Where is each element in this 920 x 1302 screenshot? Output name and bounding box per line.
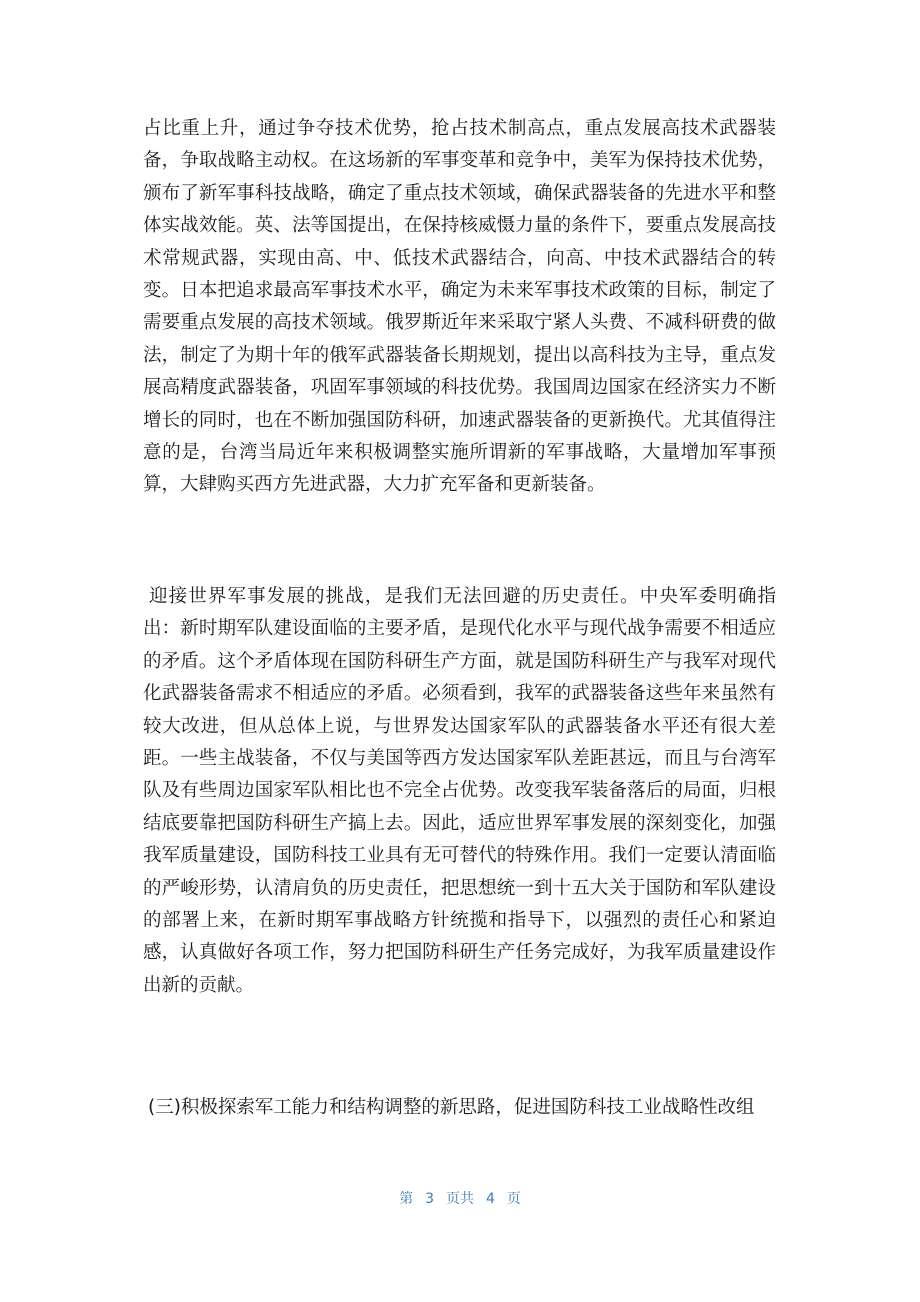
- body-paragraph-1: 占比重上升，通过争夺技术优势，抢占技术制高点，重点发展高技术武器装备，争取战略主动权。在这场新的军事变革和竞争中，美军为保持技术优势，颁布了新军事科技战略，确定了重点技术领域，确保武器装备的先进水平和整体实战效能。英、法等国提出，在保持核威慑力量的条件下，要重点发展高技术常规武器，实现由高、中、低技术武器结合，向高、中技术武器结合的转变。日本把追求最高军事技术水平，确定为未来军事技术政策的目标，制定了需要重点发展的高技术领域。俄罗斯近年来采取宁紧人头费、不减科研费的做法，制定了为期十年的俄军武器装备长期规划，提出以高科技为主导，重点发展高精度武器装备，巩固军事领域的科技优势。我国周边国家在经济实力不断增长的同时，也在不断加强国防科研，加速武器装备的更新换代。尤其值得注意的是，台湾当局近年来积极调整实施所谓新的军事战略，大量增加军事预算，大肆购买西方先进武器，大力扩充军备和更新装备。: [143, 118, 776, 496]
- footer-total-pages: 4: [486, 1191, 495, 1207]
- section-heading-3: (三)积极探索军工能力和结构调整的新思路，促进国防科技工业战略性改组: [148, 1097, 755, 1118]
- body-paragraph-2: 迎接世界军事发展的挑战，是我们无法回避的历史责任。中央军委明确指出：新时期军队建设面临的主要矛盾，是现代化水平与现代战争需要不相适应的矛盾。这个矛盾体现在国防科研生产方面，就是国防科研生产与我军对现代化武器装备需求不相适应的矛盾。必须看到，我军的武器装备这些年来虽然有较大改进，但从总体上说，与世界发达国家军队的武器装备水平还有很大差距。一些主战装备，不仅与美国等西方发达国家军队差距甚远，而且与台湾军队及有些周边国家军队相比也不完全占优势。改变我军装备落后的局面，归根结底要靠把国防科研生产搞上去。因此，适应世界军事发展的深刻变化，加强我军质量建设，国防科技工业具有无可替代的特殊作用。我们一定要认清面临的严峻形势，认清肩负的历史责任，把思想统一到十五大关于国防和军队建设的部署上来，在新时期军事战略方针统揽和指导下，以强烈的责任心和紧迫感，认真做好各项工作，努力把国防科研生产任务完成好，为我军质量建设作出新的贡献。: [143, 586, 776, 996]
- footer-suffix: 页: [506, 1191, 521, 1207]
- footer-prefix: 第: [399, 1191, 414, 1207]
- footer-middle: 页共: [446, 1191, 474, 1207]
- footer-current-page: 3: [425, 1191, 434, 1207]
- page-footer: [0, 1188, 920, 1208]
